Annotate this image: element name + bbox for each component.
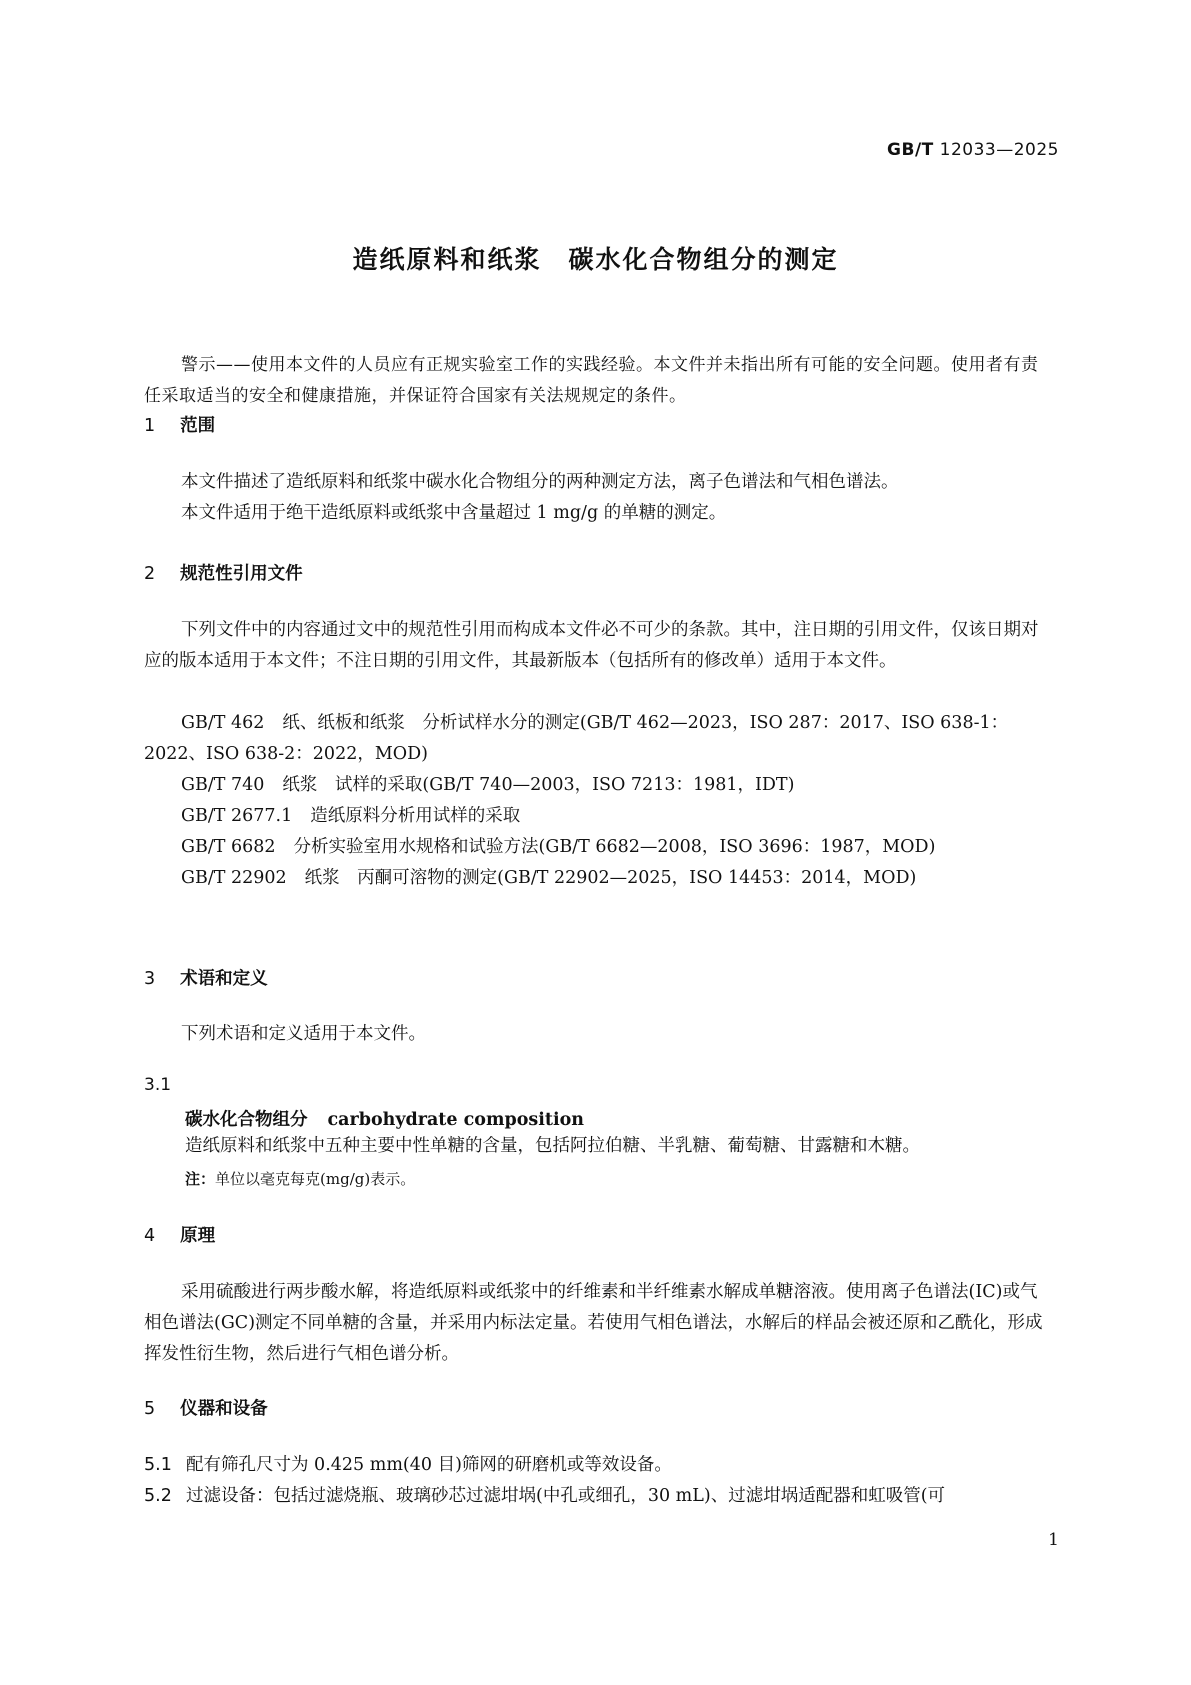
section-1-heading [144,412,215,437]
reference-title: 纸浆 试样的采取(GB/T 740—2003，ISO 7213：1981，IDT) [282,775,795,795]
section-number: 5 [144,1399,156,1419]
term-english: carbohydrate composition [327,1110,585,1130]
reference-title: 造纸原料分析用试样的采取 [310,806,521,826]
section-title: 规范性引用文件 [180,564,303,584]
item-number: 5.1 [144,1455,172,1475]
standard-prefix: GB/T [887,140,934,160]
section-5-heading [144,1395,268,1420]
section-title: 仪器和设备 [180,1399,268,1419]
principle-paragraph: 采用硫酸进行两步酸水解，将造纸原料或纸浆中的纤维素和半纤维素水解成单糖溶液。使用离子色谱法(IC)或气相色谱法(GC)测定不同单糖的含量，并采用内标法定量。若使用气相色谱法，水解后的样品会被还原和乙酰化，形成挥发性衍生物，然后进行气相色谱分析。 [144,1282,1043,1364]
term-definition: 造纸原料和纸浆中五种主要中性单糖的含量，包括阿拉伯糖、半乳糖、葡萄糖、甘露糖和木糖。 [185,1136,920,1156]
reference-code: GB/T 462 [181,713,265,733]
reference-code: GB/T 740 [181,775,265,795]
item-text: 过滤设备：包括过滤烧瓶、玻璃砂芯过滤坩埚(中孔或细孔，30 mL)、过滤坩埚适配器和虹吸管(可 [186,1486,946,1506]
reference-item [144,708,1054,739]
item-text: 配有筛孔尺寸为 0.425 mm(40 目)筛网的研磨机或等效设备。 [186,1455,672,1475]
standard-number: 12033—2025 [939,140,1059,160]
reference-item [144,770,1054,801]
reference-title: 分析实验室用水规格和试验方法(GB/T 6682—2008，ISO 3696：1987，MOD) [293,837,936,857]
equipment-item [144,1450,1054,1481]
normative-references-intro: 下列文件中的内容通过文中的规范性引用而构成本文件必不可少的条款。其中，注日期的引用文件，仅该日期对应的版本适用于本文件；不注日期的引用文件，其最新版本（包括所有的修改单）适用于本文件。 [144,620,1039,671]
reference-code: GB/T 2677.1 [181,806,293,826]
note-text: 单位以毫克每克(mg/g)表示。 [215,1170,416,1188]
reference-item [144,832,1054,863]
note-label: 注： [185,1170,216,1188]
term-chinese: 碳水化合物组分 [185,1110,308,1130]
scope-paragraph-1: 本文件描述了造纸原料和纸浆中碳水化合物组分的两种测定方法，离子色谱法和气相色谱法。 [181,472,899,492]
term-number: 3.1 [144,1075,172,1095]
scope-paragraph-2: 本文件适用于绝干造纸原料或纸浆中含量超过 1 mg/g 的单糖的测定。 [181,503,727,523]
standard-code [887,140,1059,160]
terms-intro: 下列术语和定义适用于本文件。 [181,1024,426,1044]
section-3-heading [144,965,268,990]
document-title: 造纸原料和纸浆 碳水化合物组分的测定 [352,245,839,274]
reference-title: 纸浆 丙酮可溶物的测定(GB/T 22902—2025，ISO 14453：2014，MOD) [304,868,917,888]
section-number: 3 [144,969,156,989]
term-entry [185,1106,584,1131]
reference-code: GB/T 22902 [181,868,287,888]
reference-list [144,708,1054,894]
page-number: 1 [1048,1530,1059,1550]
reference-code: GB/T 6682 [181,837,276,857]
section-number: 1 [144,416,156,436]
term-note [185,1168,415,1189]
item-number: 5.2 [144,1486,172,1506]
section-2-heading [144,560,303,585]
equipment-item [144,1481,1054,1512]
reference-title: 纸、纸板和纸浆 分析试样水分的测定(GB/T 462—2023，ISO 287：2017、ISO 638-1： [282,713,1009,733]
reference-item [144,801,1054,832]
warning-text: 警示——使用本文件的人员应有正规实验室工作的实践经验。本文件并未指出所有可能的安全问题。使用者有责任采取适当的安全和健康措施，并保证符合国家有关法规规定的条件。 [144,355,1039,406]
section-title: 范围 [180,416,216,436]
section-number: 4 [144,1226,156,1246]
reference-item-continuation: 2022、ISO 638-2：2022，MOD) [144,744,428,764]
section-title: 原理 [180,1226,216,1246]
section-4-heading [144,1222,215,1247]
section-title: 术语和定义 [180,969,268,989]
section-number: 2 [144,564,156,584]
reference-item [144,863,1054,894]
